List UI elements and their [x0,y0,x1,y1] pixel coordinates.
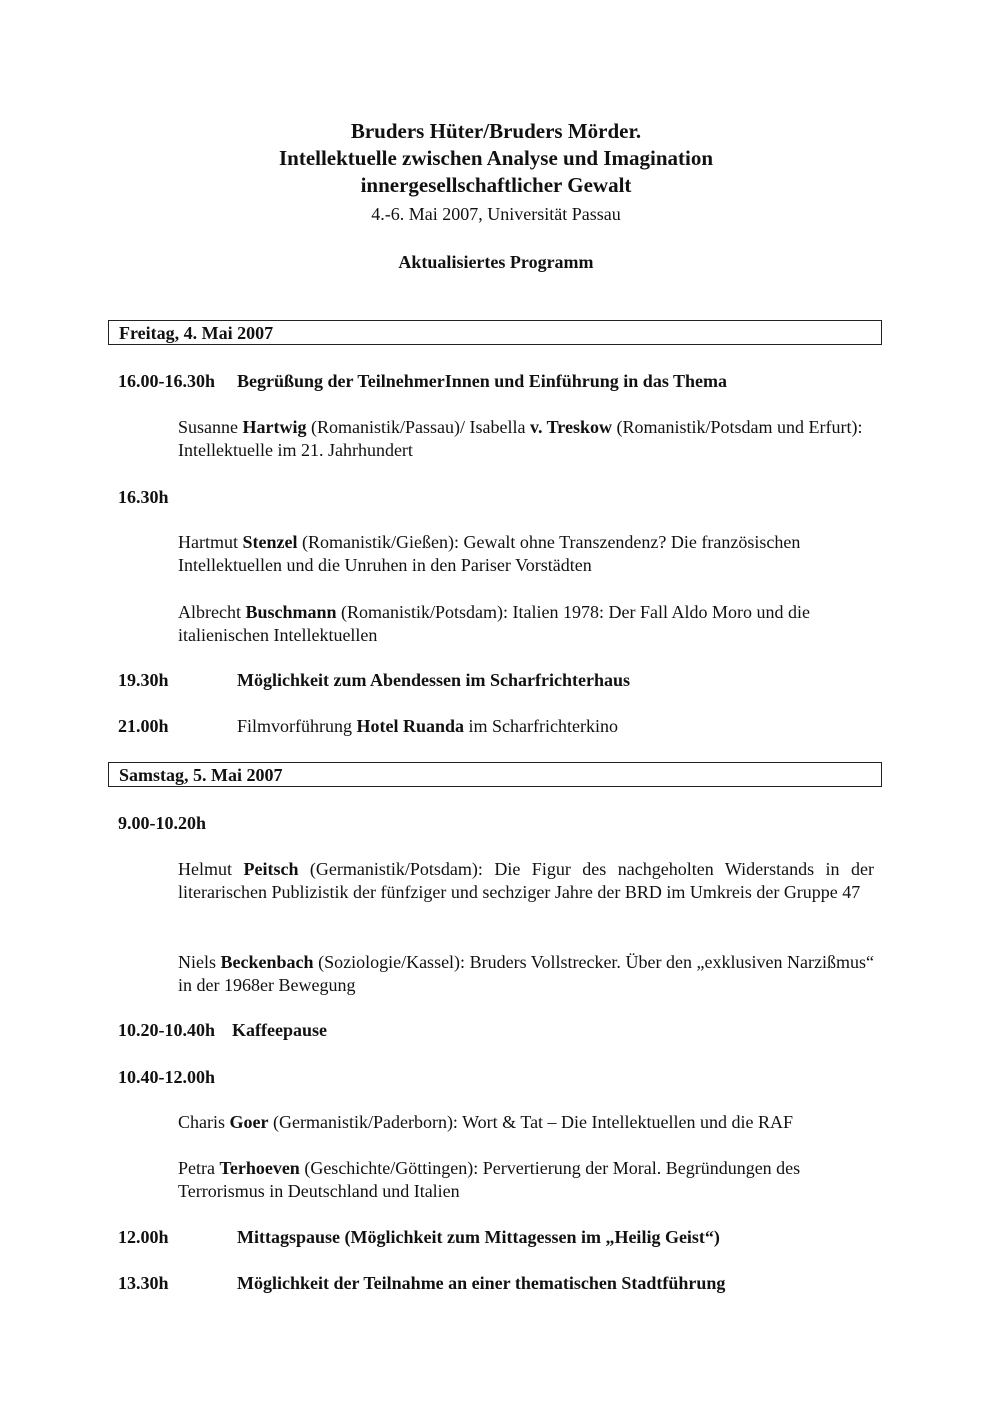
friday-session4-time: 21.00h [118,716,169,736]
program-subtitle: Aktualisiertes Programm [398,252,594,272]
title-line-2: Intellektuelle zwischen Analyse und Imagination [278,146,714,170]
talk-terhoeven: Petra Terhoeven (Geschichte/Göttingen): Pervertierung der Moral. Begründungen des Terrorismus in Deutschland und Italien [178,1158,801,1201]
speaker-name: Hartwig [242,417,307,437]
saturday-session4-time: 12.00h [118,1227,169,1247]
talk-stenzel: Hartmut Stenzel (Romanistik/Gießen): Gewalt ohne Transzendenz? Die französischen Intellektuellen und die Unruhen in den Pariser Vorstädten [178,532,801,575]
saturday-session3-time: 10.40-12.00h [118,1067,216,1087]
friday-session4-title: Filmvorführung Hotel Ruanda im Scharfrichterkino [237,716,618,736]
friday-session2-time: 16.30h [118,487,169,507]
speaker-name: Buschmann [245,602,337,622]
saturday-session4-title: Mittagspause (Möglichkeit zum Mittagessen im „Heilig Geist“) [237,1227,720,1247]
talk-buschmann: Albrecht Buschmann (Romanistik/Potsdam): Italien 1978: Der Fall Aldo Moro und die italienischen Intellektuellen [178,602,810,645]
speaker-name: Terhoeven [219,1158,300,1178]
speaker-name: v. Treskow [529,417,612,437]
saturday-session5-title: Möglichkeit der Teilnahme an einer thematischen Stadtführung [237,1273,726,1293]
day-heading-saturday: Samstag, 5. Mai 2007 [108,762,882,787]
talk-peitsch: Helmut Peitsch (Germanistik/Potsdam): Die Figur des nachgeholten Widerstands in der literarischen Publizistik der fünfziger und sechziger Jahre der BRD im Umkreis der Gruppe 47 [178,859,874,902]
saturday-session5-time: 13.30h [118,1273,169,1293]
talk-beckenbach: Niels Beckenbach (Soziologie/Kassel): Bruders Vollstrecker. Über den „exklusiven Narzißmus“ in der 1968er Bewegung [178,952,874,995]
title-line-3: innergesellschaftlicher Gewalt [360,173,632,197]
title-line-1: Bruders Hüter/Bruders Mörder. [350,119,642,143]
friday-session3-time: 19.30h [118,670,169,690]
friday-session3-title: Möglichkeit zum Abendessen im Scharfrichterhaus [237,670,630,690]
saturday-session2-time: 10.20-10.40h [118,1020,216,1040]
speaker-name: Beckenbach [220,952,314,972]
film-title: Hotel Ruanda [356,716,465,736]
day-heading-friday: Freitag, 4. Mai 2007 [108,320,882,345]
talk-hartwig-treskow: Susanne Hartwig (Romanistik/Passau)/ Isabella v. Treskow (Romanistik/Potsdam und Erfurt): Intellektuelle im 21. Jahrhundert [178,417,863,460]
friday-session1-time: 16.00-16.30h [118,371,216,391]
friday-session1-title: Begrüßung der TeilnehmerInnen und Einführung in das Thema [237,371,727,391]
speaker-name: Stenzel [242,532,298,552]
saturday-session2-title: Kaffeepause [232,1020,327,1040]
saturday-session1-time: 9.00-10.20h [118,813,207,833]
speaker-name: Goer [229,1112,269,1132]
talk-goer: Charis Goer (Germanistik/Paderborn): Wort & Tat – Die Intellektuellen und die RAF [178,1112,794,1132]
date-place: 4.-6. Mai 2007, Universität Passau [371,204,621,224]
speaker-name: Peitsch [243,859,299,879]
